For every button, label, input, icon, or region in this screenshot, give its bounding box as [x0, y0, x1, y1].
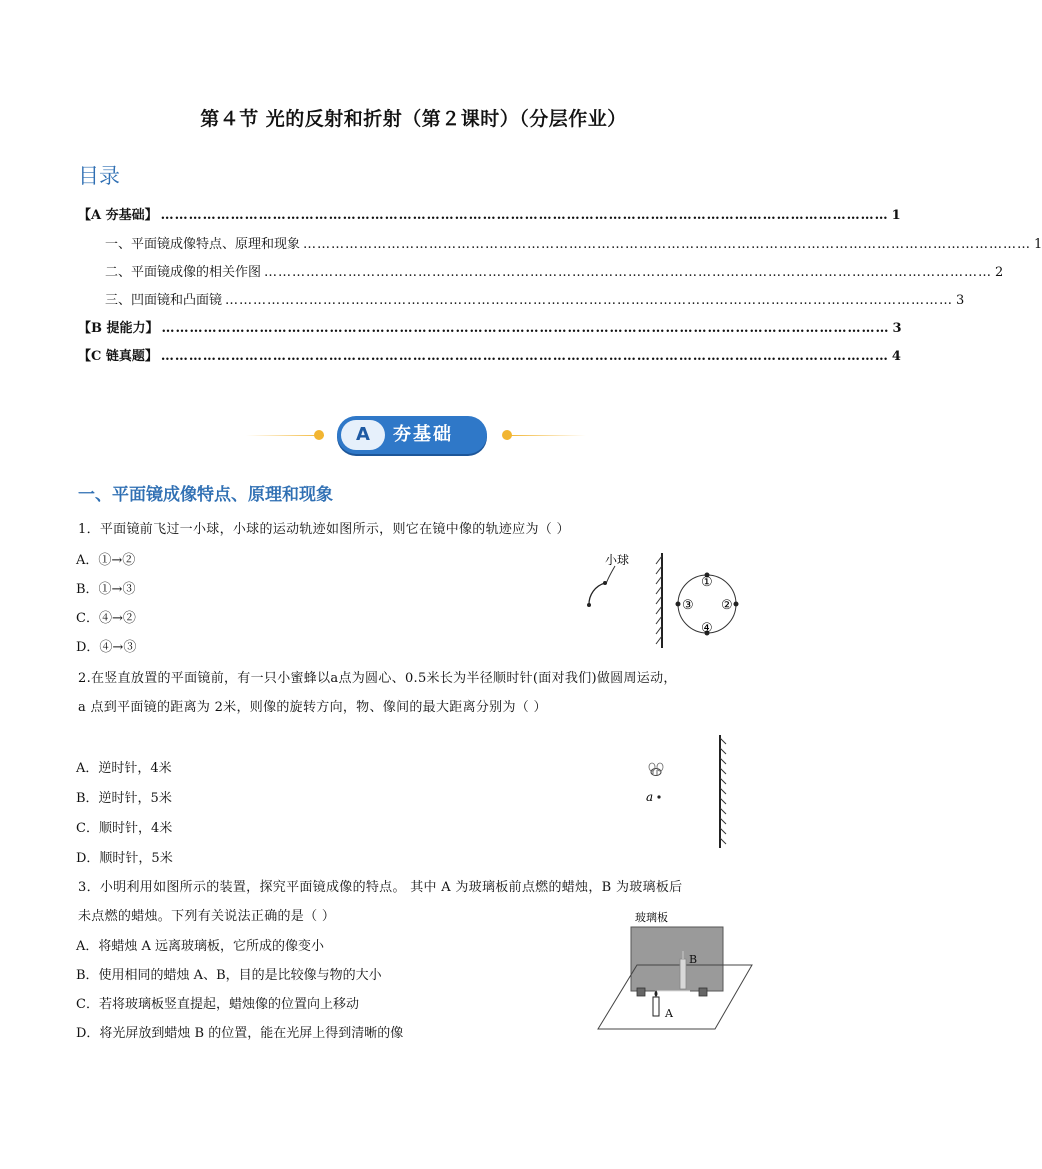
toc-entry-page: 3 — [956, 293, 965, 308]
plate-stand-right — [699, 988, 707, 996]
question-1-option-a[interactable]: A．①→② — [76, 553, 136, 568]
toc-leader: ………………………………………………………………………………………………………………………………………… — [303, 237, 1032, 252]
banner-letter: A — [341, 420, 385, 450]
question-3-option-b[interactable]: B．使用相同的蜡烛 A、B，目的是比较像与物的大小 — [76, 968, 382, 983]
glass-plate-label: 玻璃板 — [635, 911, 668, 924]
point-a — [657, 795, 660, 798]
question-1-figure — [580, 548, 750, 653]
circle-point — [676, 602, 681, 607]
section-banner — [337, 416, 487, 454]
question-2-option-b[interactable]: B．逆时针，5米 — [76, 791, 172, 806]
question-1-option-c[interactable]: C．④→② — [76, 611, 136, 626]
question-2-option-a[interactable]: A．逆时针，4米 — [76, 761, 172, 776]
bee-icon — [649, 763, 663, 776]
question-1-stem: 1．平面镜前飞过一小球，小球的运动轨迹如图所示，则它在镜中像的轨迹应为（ ） — [78, 522, 570, 537]
question-2-stem-line-1: 2.在竖直放置的平面镜前，有一只小蜜蜂以a点为圆心、0.5米长为半径顺时针(面对我们)做圆周运动， — [78, 671, 677, 686]
toc-entry-b[interactable] — [78, 317, 902, 336]
toc-entry-page: 3 — [892, 321, 902, 336]
toc-entry-label: 【A 夯基础】 — [78, 208, 158, 223]
toc-entry-a[interactable] — [78, 204, 901, 223]
toc-entry-label: 【B 提能力】 — [78, 321, 159, 336]
toc-leader: ………………………………………………………………………………………………………………………………………… — [161, 321, 890, 336]
label-pointer — [606, 566, 615, 584]
ball-trajectory — [589, 583, 605, 605]
toc-entry-label: 二、平面镜成像的相关作图 — [105, 265, 262, 280]
candle-b — [680, 959, 686, 989]
glass-plate — [631, 927, 723, 991]
question-1-option-b[interactable]: B．①→③ — [76, 582, 136, 597]
toc-entry-page: 2 — [995, 265, 1004, 280]
toc-entry-c[interactable] — [78, 345, 901, 364]
section-heading: 一、平面镜成像特点、原理和现象 — [78, 485, 333, 505]
ball-start — [603, 581, 607, 585]
candle-a-label: A — [665, 1007, 673, 1020]
question-3-figure — [595, 905, 755, 1035]
toc-leader: ………………………………………………………………………………………………………………………………………… — [160, 208, 889, 223]
question-2-option-d[interactable]: D．顺时针，5米 — [76, 851, 173, 866]
point-a-label: a — [646, 790, 654, 804]
plate-stand-left — [637, 988, 645, 996]
page-title: 第４节 光的反射和折射（第２课时）（分层作业） — [200, 108, 627, 130]
banner-dot-left — [314, 430, 324, 440]
mark-4: ④ — [701, 621, 713, 636]
toc-leader: ………………………………………………………………………………………………………………………………………… — [264, 265, 993, 280]
banner-text: 夯基础 — [393, 424, 453, 445]
banner-line-left — [246, 435, 324, 436]
toc-heading: 目录 — [78, 164, 120, 188]
toc-entry-3[interactable] — [105, 289, 965, 308]
toc-entry-label: 一、平面镜成像特点、原理和现象 — [105, 237, 301, 252]
mark-2: ② — [721, 598, 733, 613]
toc-entry-1[interactable] — [105, 233, 1042, 252]
candle-a — [653, 997, 659, 1016]
toc-entry-page: 1 — [891, 208, 901, 223]
ball-label: 小球 — [605, 553, 630, 567]
banner-line-right — [508, 435, 586, 436]
toc-entry-page: 4 — [891, 349, 901, 364]
question-3-option-a[interactable]: A．将蜡烛 A 远离玻璃板，它所成的像变小 — [76, 939, 325, 954]
toc-entry-label: 【C 链真题】 — [78, 349, 158, 364]
question-2-option-c[interactable]: C．顺时针，4米 — [76, 821, 173, 836]
question-1-option-d[interactable]: D．④→③ — [76, 640, 137, 655]
question-3-option-d[interactable]: D．将光屏放到蜡烛 B 的位置，能在光屏上得到清晰的像 — [76, 1026, 404, 1041]
question-3-option-c[interactable]: C．若将玻璃板竖直提起，蜡烛像的位置向上移动 — [76, 997, 359, 1012]
toc-entry-page: 1 — [1034, 237, 1042, 252]
toc-leader: ………………………………………………………………………………………………………………………………………… — [225, 293, 954, 308]
mark-1: ① — [701, 575, 713, 590]
circle-point — [734, 602, 739, 607]
toc-entry-label: 三、凹面镜和凸面镜 — [105, 293, 223, 308]
candle-b-label: B — [689, 953, 698, 966]
question-2-stem-line-2: a 点到平面镜的距离为 2米，则像的旋转方向，物、像间的最大距离分别为（ ） — [78, 700, 547, 715]
question-3-stem-line-2: 未点燃的蜡烛。下列有关说法正确的是（ ） — [78, 909, 336, 924]
toc-leader: ………………………………………………………………………………………………………………………………………… — [160, 349, 889, 364]
ball-end — [587, 603, 591, 607]
mark-3: ③ — [682, 598, 694, 613]
question-3-stem-line-1: 3．小明利用如图所示的装置，探究平面镜成像的特点。 其中 A 为玻璃板前点燃的蜡烛，B 为玻璃板后 — [78, 880, 683, 895]
question-2-figure — [640, 730, 730, 850]
toc-entry-2[interactable] — [105, 261, 1004, 280]
